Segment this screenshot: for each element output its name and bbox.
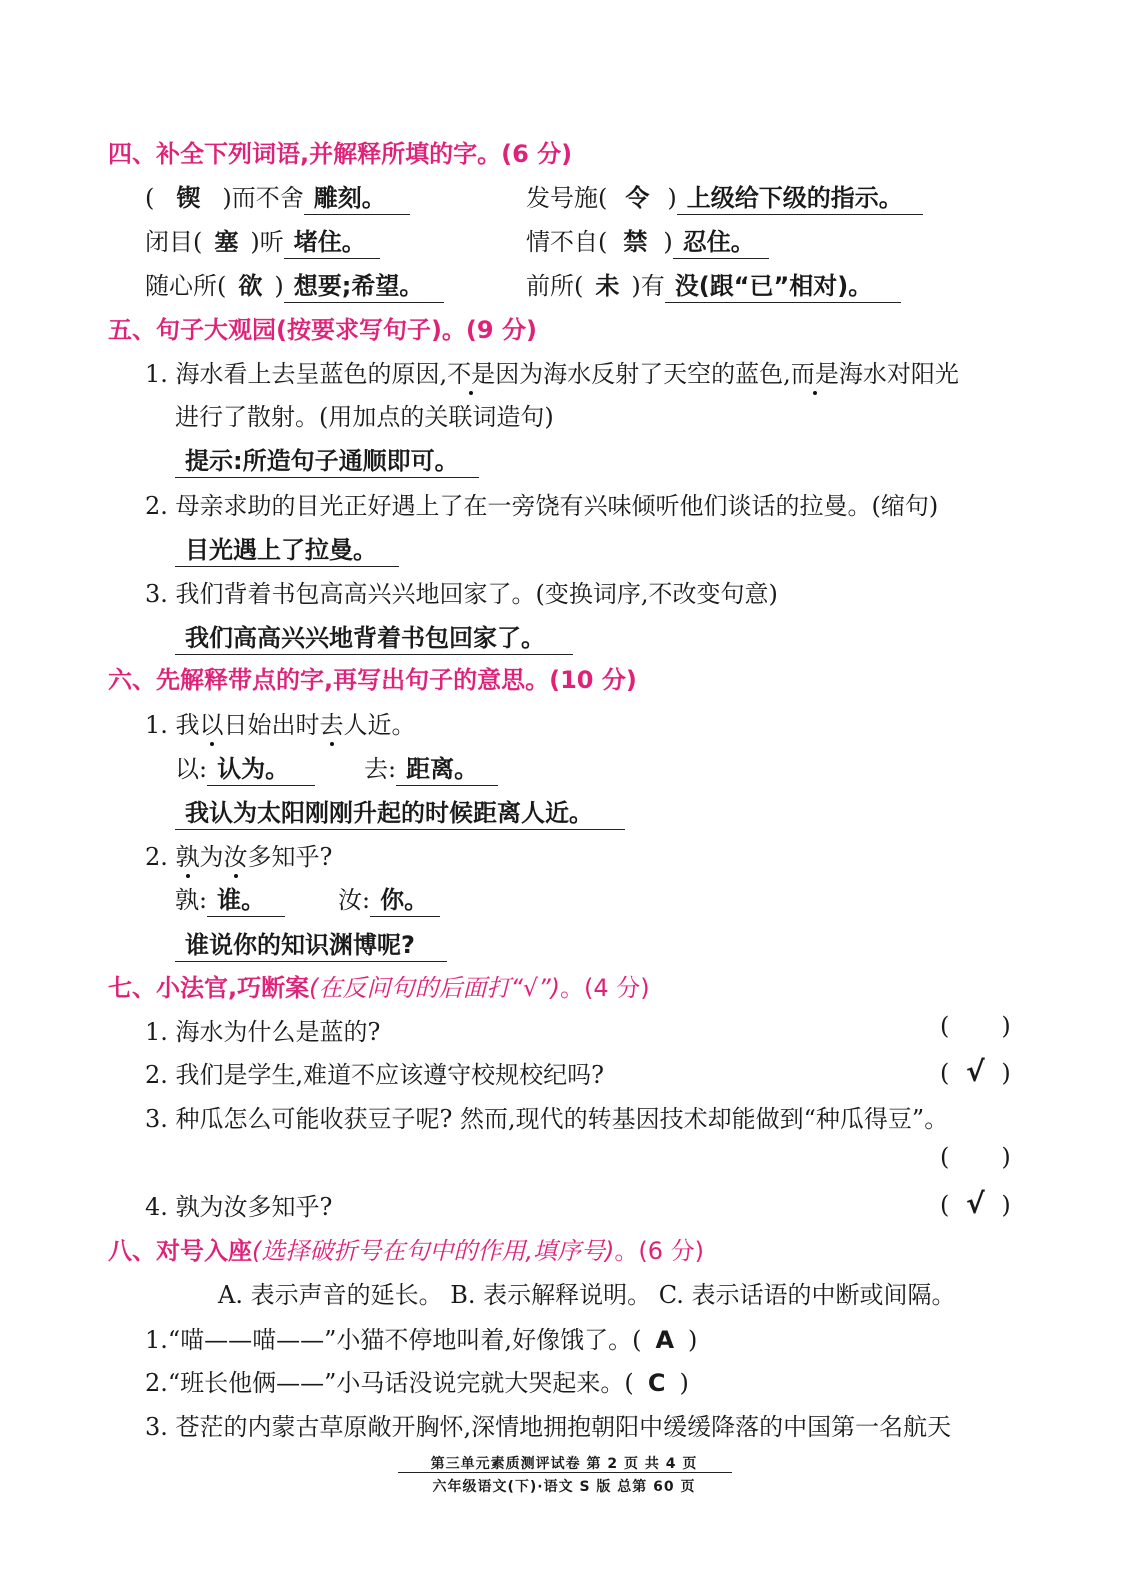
s4-fill-3: 塞: [214, 228, 239, 256]
footer-divider: [398, 1472, 732, 1473]
s8-options: A. 表示声音的延长。 B. 表示解释说明。 C. 表示话语的中断或间隔。: [218, 1281, 956, 1309]
s7-q4: 4. 孰为汝多知乎?: [145, 1193, 333, 1221]
s4-answer-4: 忍住。: [673, 222, 769, 259]
s6-dotted-char-3: 孰: [176, 837, 200, 872]
s6-q2-word-2: 汝: 你。: [338, 880, 440, 917]
s5-q3-answer-line: [175, 618, 573, 655]
s6-q1-word-1: 以: 认为。: [175, 749, 315, 786]
s8-q2: 2.“班长他俩——”小马话没说完就大哭起来。( C ): [145, 1369, 689, 1397]
s5-dotted-word-2: 而是: [791, 354, 839, 389]
s7-q4-answer-box: ( √ ): [940, 1187, 1011, 1220]
section-4-title: 四、补全下列词语,并解释所填的字。(6 分): [108, 140, 573, 168]
s4-item-2: 发号施( 令 ) 上级给下级的指示。: [526, 178, 923, 215]
s7-q4-mark: √: [966, 1187, 985, 1220]
s6-q2-answer: 谁说你的知识渊博呢?: [175, 925, 447, 962]
s5-q2-answer-line: [175, 530, 399, 567]
s4-answer-6: 没(跟“已”相对)。: [665, 266, 901, 303]
s5-dotted-word-1: 不是: [447, 354, 495, 389]
s4-item-4: 情不自( 禁 ) 忍住。: [526, 222, 769, 259]
footer-page-info: 第三单元素质测评试卷 第 2 页 共 4 页: [430, 1456, 698, 1472]
section-7-title: 七、小法官,巧断案(在反问句的后面打“√”)。(4 分): [108, 974, 650, 1002]
s8-q2-answer: C: [647, 1369, 666, 1397]
s6-q2: 2. 孰为汝多知乎?: [145, 837, 332, 872]
s5-q2-answer: 目光遇上了拉曼。: [175, 530, 399, 567]
s5-q3-answer: 我们高高兴兴地背着书包回家了。: [175, 618, 573, 655]
s8-q1-answer: A: [655, 1326, 675, 1354]
s6-q2-word-1: 孰: 谁。: [175, 880, 285, 917]
s5-q3: 3. 我们背着书包高高兴兴地回家了。(变换词序,不改变句意): [145, 580, 778, 608]
s4-fill-2: 令: [625, 184, 650, 212]
s4-fill-5: 欲: [238, 272, 263, 300]
s6-q1-word-2: 去: 距离。: [364, 749, 498, 786]
s7-q2: 2. 我们是学生,难道不应该遵守校规校纪吗?: [145, 1061, 605, 1089]
s5-q1-answer: 提示:所造句子通顺即可。: [175, 441, 479, 478]
section-5-title: 五、句子大观园(按要求写句子)。(9 分): [108, 316, 537, 344]
s6-q2-answer-line: [175, 925, 447, 962]
s4-item-3: 闭目( 塞 )听 堵住。: [145, 222, 380, 259]
s4-answer-5: 想要;希望。: [284, 266, 444, 303]
s5-q1-answer-line: [175, 441, 479, 478]
s6-q2-word-1-answer: 谁。: [207, 880, 285, 917]
s6-q2-word-2-answer: 你。: [370, 880, 440, 917]
section-8-title: 八、对号入座(选择破折号在句中的作用,填序号)。(6 分): [108, 1237, 704, 1265]
s6-dotted-char-1: 以: [200, 705, 224, 740]
s4-item-5: 随心所( 欲 ) 想要;希望。: [145, 266, 444, 303]
s4-item-1: ( 锲 )而不舍 雕刻。: [145, 178, 410, 215]
s7-q2-answer-box: ( √ ): [940, 1055, 1011, 1088]
s4-fill-1: 锲: [176, 184, 201, 212]
s6-dotted-char-2: 去: [320, 705, 344, 740]
s8-q3: 3. 苍茫的内蒙古草原敞开胸怀,深情地拥抱朝阳中缓缓降落的中国第一名航天: [145, 1413, 952, 1441]
s6-q1-answer-line: [175, 793, 625, 830]
s7-q3: 3. 种瓜怎么可能收获豆子呢? 然而,现代的转基因技术却能做到“种瓜得豆”。: [145, 1105, 949, 1133]
s4-fill-4: 禁: [623, 228, 648, 256]
s4-fill-6: 未: [595, 272, 620, 300]
s6-q1-word-1-answer: 认为。: [207, 749, 315, 786]
s8-q1: 1.“喵——喵——”小猫不停地叫着,好像饿了。( A ): [145, 1326, 698, 1354]
section-6-title: 六、先解释带点的字,再写出句子的意思。(10 分): [108, 666, 637, 694]
s6-dotted-char-4: 汝: [224, 837, 248, 872]
s6-q1: 1. 我以日始出时去人近。: [145, 705, 416, 740]
s7-q2-mark: √: [966, 1055, 985, 1088]
s6-q1-answer: 我认为太阳刚刚升起的时候距离人近。: [175, 793, 625, 830]
s7-q1-answer-box: ( ): [940, 1012, 1011, 1040]
s5-q2: 2. 母亲求助的目光正好遇上了在一旁饶有兴味倾听他们谈话的拉曼。(缩句): [145, 492, 939, 520]
s4-answer-2: 上级给下级的指示。: [677, 178, 923, 215]
footer-book-info: 六年级语文(下)·语文 S 版 总第 60 页: [432, 1479, 696, 1495]
s7-q1: 1. 海水为什么是蓝的?: [145, 1018, 381, 1046]
s7-q3-answer-box: ( ): [940, 1143, 1011, 1171]
s5-q1: 1. 海水看上去呈蓝色的原因,不是因为海水反射了天空的蓝色,而是海水对阳光: [145, 354, 959, 389]
s6-q1-word-2-answer: 距离。: [396, 749, 498, 786]
s4-answer-1: 雕刻。: [304, 178, 410, 215]
s4-answer-3: 堵住。: [284, 222, 380, 259]
s5-q1-line2: 进行了散射。(用加点的关联词造句): [175, 403, 554, 431]
s4-item-6: 前所( 未 )有 没(跟“已”相对)。: [526, 266, 901, 303]
